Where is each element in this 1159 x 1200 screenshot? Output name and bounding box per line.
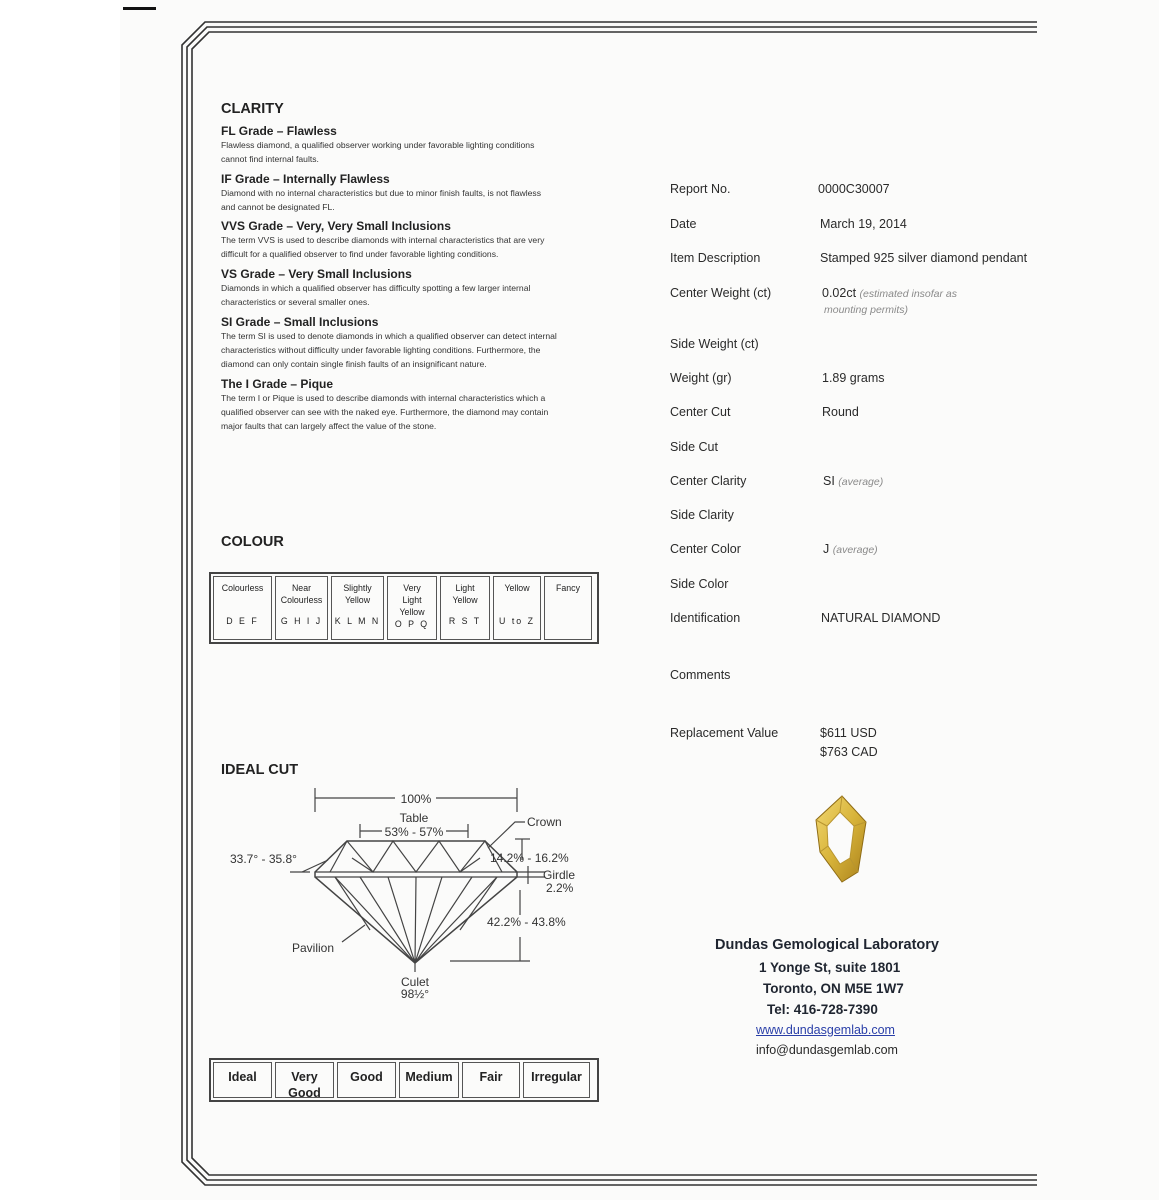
cut-cell-label: Fair <box>479 1070 503 1084</box>
crown-label: Crown <box>527 815 562 829</box>
cut-grade-table <box>209 1058 599 1102</box>
center-color-value <box>823 542 878 556</box>
width-label: 100% <box>400 792 432 806</box>
grade-desc: difficult for a qualified observer to find under favorable lighting conditions. <box>221 249 499 259</box>
colour-scale-table <box>209 572 599 644</box>
colour-cell-code: G H I J <box>280 616 323 626</box>
colour-cell-label: Very <box>403 583 421 593</box>
grade-vvs <box>221 219 601 261</box>
center-weight-note-line2: mounting permits) <box>824 304 909 316</box>
clarity-heading: CLARITY <box>221 101 284 117</box>
colour-cell-slightly-yellow <box>331 576 384 640</box>
center-color-label: Center Color <box>670 542 741 556</box>
grade-if <box>221 172 601 214</box>
identification-value: NATURAL DIAMOND <box>821 611 941 625</box>
colour-cell-code: D E F <box>226 616 259 626</box>
colour-cell-label: Colourless <box>221 583 264 593</box>
replacement-value-cad: $763 CAD <box>820 745 878 759</box>
grade-title: SI Grade – Small Inclusions <box>221 315 379 329</box>
ideal-cut-heading: IDEAL CUT <box>221 762 299 778</box>
diamond-proportion-diagram <box>210 780 610 1010</box>
cut-cell-ideal <box>213 1062 272 1098</box>
center-cut-value: Round <box>822 405 859 419</box>
center-weight-value <box>822 286 957 300</box>
grade-title: VS Grade – Very Small Inclusions <box>221 267 412 281</box>
pendant-photo <box>806 792 876 887</box>
table-label: Table <box>399 811 429 825</box>
lab-email[interactable]: info@dundasgemlab.com <box>756 1043 898 1057</box>
cut-cell-label: Medium <box>405 1070 453 1084</box>
grade-title: IF Grade – Internally Flawless <box>221 172 390 186</box>
grade-desc: Flawless diamond, a qualified observer working under favorable lighting conditions <box>221 140 535 150</box>
cut-cell-good <box>337 1062 396 1098</box>
colour-cell-label: Light <box>455 583 475 593</box>
colour-cell-label: Yellow <box>344 595 371 605</box>
report-no-label: Report No. <box>670 182 731 196</box>
date-label: Date <box>670 217 697 231</box>
grade-i <box>221 377 601 433</box>
grade-desc: Diamonds in which a qualified observer has difficulty spotting a few larger internal <box>221 283 531 293</box>
cut-cell-irregular <box>523 1062 590 1098</box>
center-cut-label: Center Cut <box>670 405 731 419</box>
colour-cell-near-colourless <box>275 576 328 640</box>
cut-cell-label: Irregular <box>531 1070 582 1084</box>
colour-cell-label: Yellow <box>504 583 530 593</box>
comments-label: Comments <box>670 668 731 682</box>
cut-cell-very-good <box>275 1062 334 1098</box>
grade-desc: characteristics without difficulty under favorable lighting conditions. Furthermore, the <box>221 345 541 355</box>
grade-title: FL Grade – Flawless <box>221 124 337 138</box>
colour-cell-label: Yellow <box>399 607 425 617</box>
item-description-label: Item Description <box>670 251 761 265</box>
grade-desc: and cannot be designated FL. <box>221 202 335 212</box>
grade-desc: Diamond with no internal characteristics but due to minor finish faults, is not flawless <box>221 188 542 198</box>
center-clarity-grade: SI <box>823 474 835 488</box>
colour-cell-label: Light <box>402 595 422 605</box>
side-weight-label: Side Weight (ct) <box>670 337 759 351</box>
pavilion-depth-label: 42.2% - 43.8% <box>487 915 566 929</box>
grade-desc: diamond can only contain single finish faults of an insignificant nature. <box>221 359 487 369</box>
girdle-value: 2.2% <box>546 881 574 895</box>
colour-cell-label: Fancy <box>556 583 580 593</box>
colour-cell-code: K L M N <box>334 616 381 626</box>
center-clarity-label: Center Clarity <box>670 474 747 488</box>
lab-website-link[interactable]: www.dundasgemlab.com <box>756 1023 895 1037</box>
grade-vs <box>221 267 601 309</box>
center-color-grade: J <box>823 542 830 556</box>
center-weight-note: (estimated insofar as <box>859 288 958 300</box>
replacement-value-label: Replacement Value <box>670 726 779 740</box>
center-weight-number: 0.02ct <box>822 286 857 300</box>
weight-label: Weight (gr) <box>670 371 732 385</box>
colour-cell-label: Near <box>291 583 312 593</box>
identification-label: Identification <box>670 611 741 625</box>
culet-label: Culet <box>400 975 430 989</box>
lab-address-line2: Toronto, ON M5E 1W7 <box>763 981 904 996</box>
lab-address-line1: 1 Yonge St, suite 1801 <box>759 960 901 975</box>
report-no-value: 0000C30007 <box>818 182 890 196</box>
item-description-value: Stamped 925 silver diamond pendant <box>820 251 1028 265</box>
colour-cell-yellow <box>493 576 541 640</box>
colour-cell-label: Colourless <box>280 595 323 605</box>
culet-value: 98½° <box>400 987 430 1001</box>
grade-desc: major faults that can largely affect the value of the stone. <box>221 421 437 431</box>
colour-cell-very-light-yellow <box>387 576 437 640</box>
grade-title: VVS Grade – Very, Very Small Inclusions <box>221 219 451 233</box>
cut-cell-fair <box>462 1062 520 1098</box>
grade-si <box>221 315 601 371</box>
colour-cell-light-yellow <box>440 576 490 640</box>
colour-cell-label: Slightly <box>343 583 372 593</box>
center-clarity-note: (average) <box>838 476 884 488</box>
colour-cell-label: Yellow <box>452 595 478 605</box>
center-weight-label: Center Weight (ct) <box>670 286 772 300</box>
colour-cell-code: U to Z <box>499 616 535 626</box>
cut-cell-label: Good <box>350 1070 383 1084</box>
cut-cell-medium <box>399 1062 459 1098</box>
cut-cell-label: Good <box>288 1086 321 1100</box>
side-color-label: Side Color <box>670 577 729 591</box>
date-value: March 19, 2014 <box>820 217 907 231</box>
colour-cell-code: O P Q <box>394 619 430 629</box>
lab-phone: Tel: 416-728-7390 <box>767 1002 878 1017</box>
grade-fl <box>221 124 601 166</box>
side-cut-label: Side Cut <box>670 440 718 454</box>
colour-cell-fancy <box>544 576 592 640</box>
grade-desc: qualified observer can see with the naked eye. Furthermore, the diamond may contain <box>221 407 549 417</box>
cut-cell-label: Ideal <box>228 1070 257 1084</box>
crown-height-label: 14.2% - 16.2% <box>490 851 569 865</box>
colour-heading: COLOUR <box>221 534 284 550</box>
pavilion-label: Pavilion <box>292 941 335 955</box>
replacement-value-usd: $611 USD <box>820 726 877 740</box>
grade-desc: characteristics or several smaller ones. <box>221 297 370 307</box>
colour-cell-colourless <box>213 576 272 640</box>
girdle-label: Girdle <box>543 868 576 882</box>
center-clarity-value <box>823 474 883 488</box>
cut-cell-label: Very <box>291 1070 318 1084</box>
grade-desc: The term I or Pique is used to describe diamonds with internal characteristics which a <box>221 393 546 403</box>
side-clarity-label: Side Clarity <box>670 508 734 522</box>
grade-desc: The term SI is used to denote diamonds in which a qualified observer can detect internal <box>221 331 557 341</box>
center-color-note: (average) <box>832 544 878 556</box>
grade-title: The I Grade – Pique <box>221 377 334 391</box>
grade-desc: The term VVS is used to describe diamonds with internal characteristics that are very <box>221 235 545 245</box>
weight-value: 1.89 grams <box>822 371 885 385</box>
grade-desc: cannot find internal faults. <box>221 154 319 164</box>
colour-cell-code: R S T <box>448 616 482 626</box>
crown-angle-label: 33.7° - 35.8° <box>230 852 297 866</box>
lab-name: Dundas Gemological Laboratory <box>715 937 939 953</box>
table-range-label: 53% - 57% <box>384 825 444 839</box>
